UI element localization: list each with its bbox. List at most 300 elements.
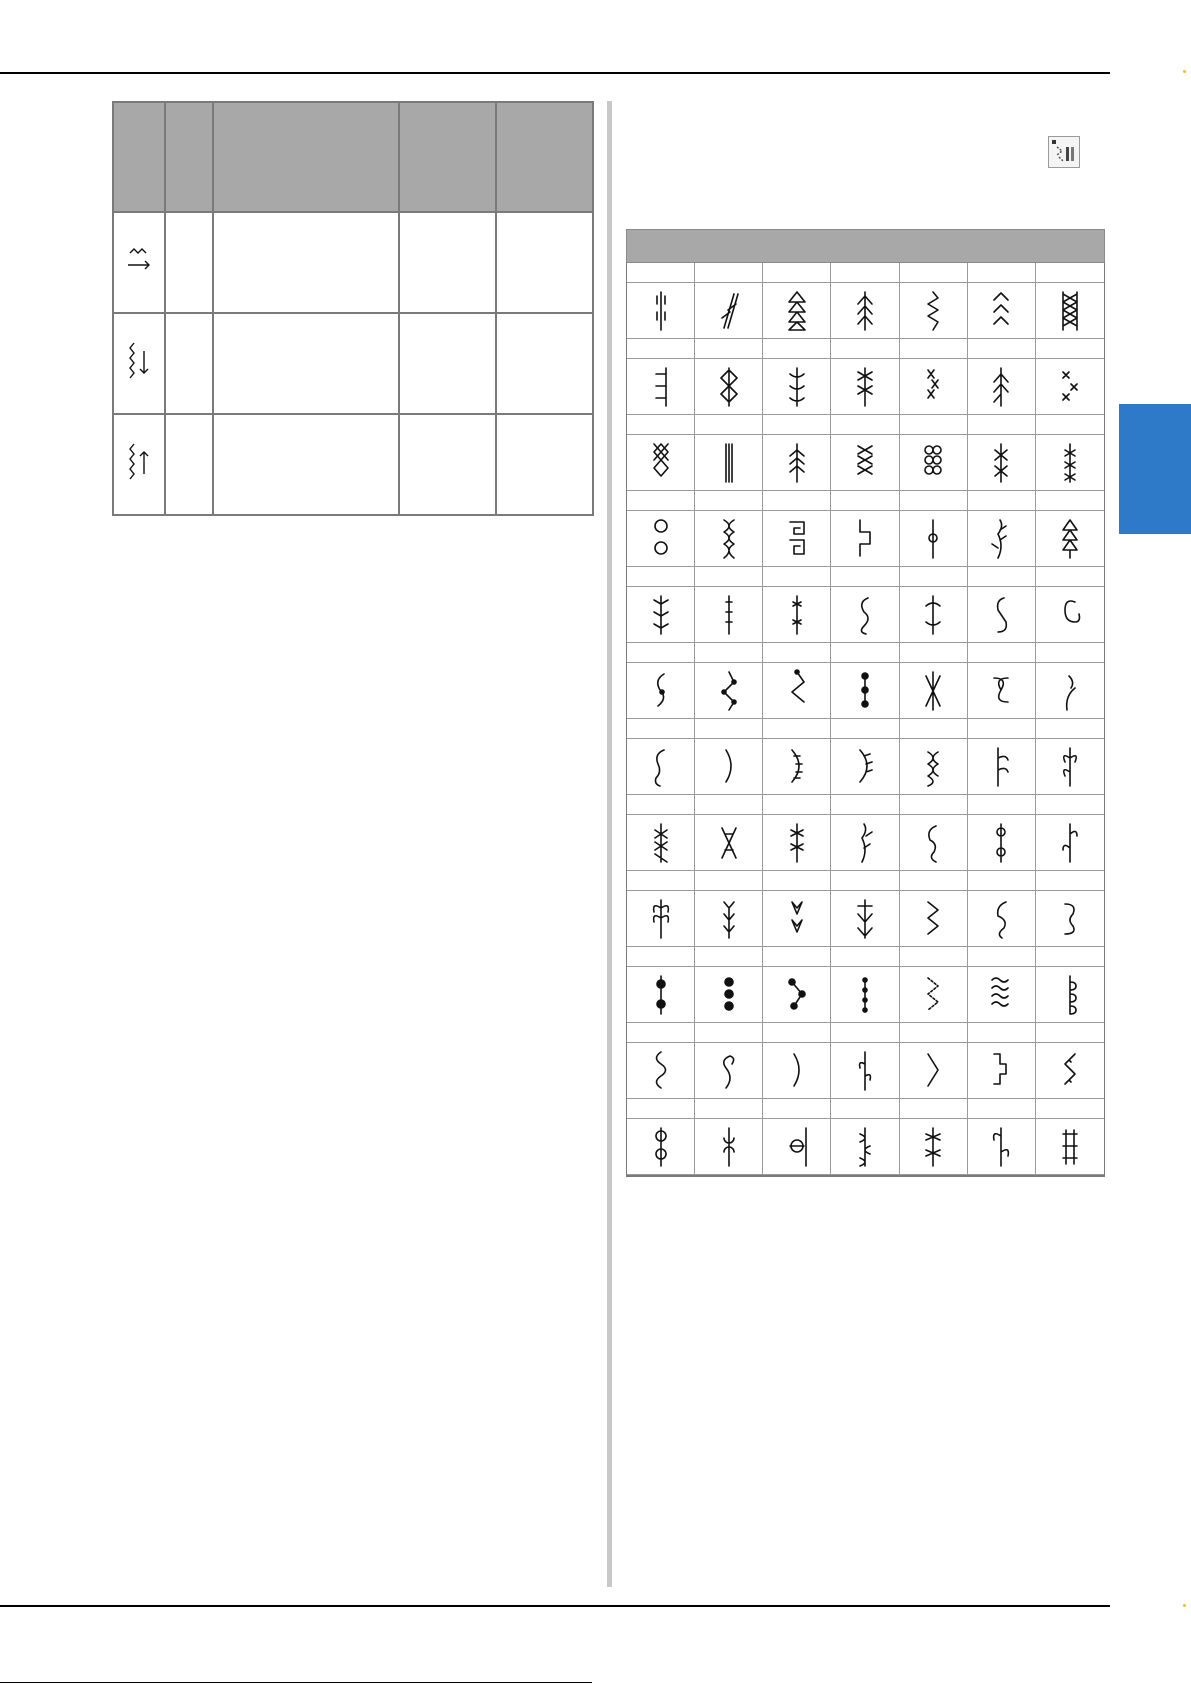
star-column-icon	[986, 440, 1016, 486]
header-cell	[399, 102, 496, 212]
stitch-pattern-cell[interactable]	[968, 891, 1036, 947]
grid-header	[626, 229, 1105, 263]
stitch-pattern-cell[interactable]	[627, 739, 695, 795]
stitch-pattern-grid	[626, 229, 1105, 1177]
stitch-pattern-cell[interactable]	[900, 891, 968, 947]
stitch-pattern-cell[interactable]	[763, 587, 831, 643]
cross-flower-icon	[782, 820, 812, 866]
grid-label-cell	[1036, 339, 1104, 359]
grid-label-row	[627, 567, 1104, 587]
grid-label-cell	[831, 1099, 899, 1119]
grid-label-row	[627, 491, 1104, 511]
grid-label-cell	[763, 415, 831, 435]
grid-label-cell	[1036, 491, 1104, 511]
double-chevron-icon	[918, 896, 948, 942]
table-cell	[213, 414, 399, 515]
grid-label-cell	[1036, 263, 1104, 283]
stitch-pattern-cell[interactable]	[968, 435, 1036, 491]
grid-label-cell	[763, 1099, 831, 1119]
stitch-pattern-cell[interactable]	[763, 739, 831, 795]
stitch-pattern-cell[interactable]	[831, 1119, 899, 1175]
header-cell	[165, 102, 213, 212]
leaf-stem-icon	[986, 744, 1016, 790]
stitch-pattern-cell[interactable]	[831, 967, 899, 1023]
grid-label-cell	[763, 795, 831, 815]
stitch-pattern-cell[interactable]	[900, 967, 968, 1023]
stitch-pattern-cell[interactable]	[831, 739, 899, 795]
grid-label-cell	[831, 491, 899, 511]
decorative-stitch-mode-icon	[1049, 137, 1079, 167]
grid-label-cell	[900, 947, 968, 967]
stitch-pattern-cell[interactable]	[627, 587, 695, 643]
stitch-pattern-cell[interactable]	[695, 891, 763, 947]
table-cell	[496, 313, 593, 414]
stitch-pattern-cell[interactable]	[831, 815, 899, 871]
grid-label-cell	[627, 339, 695, 359]
star-thread-icon	[782, 592, 812, 638]
grid-label-cell	[695, 339, 763, 359]
wave-fill-icon	[986, 972, 1016, 1018]
chevron-stack-icon	[986, 288, 1016, 334]
ornament-bead-icon	[986, 820, 1016, 866]
flower-cluster-icon	[714, 1124, 744, 1170]
grid-label-cell	[763, 871, 831, 891]
grid-label-cell	[695, 263, 763, 283]
grid-label-cell	[831, 643, 899, 663]
stitch-pattern-cell[interactable]	[763, 815, 831, 871]
stitch-pattern-cell[interactable]	[900, 1119, 968, 1175]
bead-drop-icon	[918, 516, 948, 562]
loop-curl-icon	[646, 744, 676, 790]
flower-diamond-icon	[714, 820, 744, 866]
grid-label-cell	[968, 795, 1036, 815]
stitch-pattern-cell[interactable]	[763, 1043, 831, 1099]
stitch-pattern-cell[interactable]	[831, 891, 899, 947]
table-row	[113, 212, 593, 313]
stitch-pattern-cell[interactable]	[627, 1043, 695, 1099]
stitch-pattern-cell[interactable]	[627, 359, 695, 415]
bottom-rule	[0, 1605, 1110, 1607]
stitch-pattern-cell[interactable]	[968, 663, 1036, 719]
grid-label-cell	[695, 795, 763, 815]
triple-cross-icon	[918, 364, 948, 410]
lotus-icon	[646, 896, 676, 942]
table-cell	[399, 313, 496, 414]
blossom-row-icon	[1055, 1124, 1085, 1170]
wheat-ear-icon	[782, 440, 812, 486]
stitch-pattern-cell[interactable]	[900, 359, 968, 415]
grid-pattern-row	[627, 1119, 1104, 1175]
staircase-icon	[986, 1048, 1016, 1094]
stitch-pattern-cell[interactable]	[968, 359, 1036, 415]
grid-label-row	[627, 795, 1104, 815]
grid-pattern-row	[627, 511, 1104, 567]
stitch-pattern-cell[interactable]	[900, 815, 968, 871]
dotted-zigzag-icon	[714, 668, 744, 714]
grid-label-cell	[900, 795, 968, 815]
smock-cross-icon	[850, 440, 880, 486]
double-diamond-icon	[714, 896, 744, 942]
grid-label-row	[627, 263, 1104, 283]
stitch-pattern-cell[interactable]	[695, 511, 763, 567]
stitch-pattern-cell[interactable]	[831, 435, 899, 491]
decorative-stitch-mode-button[interactable]	[1048, 136, 1080, 168]
grid-label-row	[627, 719, 1104, 739]
chapter-tab[interactable]	[1119, 404, 1191, 534]
stitch-pattern-cell[interactable]	[900, 511, 968, 567]
corner-mark	[1183, 70, 1186, 73]
grid-label-cell	[900, 567, 968, 587]
bold-s-icon	[986, 896, 1016, 942]
grid-label-cell	[831, 947, 899, 967]
stitch-pattern-cell[interactable]	[627, 891, 695, 947]
comb-arc-icon	[782, 744, 812, 790]
grid-label-cell	[695, 491, 763, 511]
simple-zigzag-icon	[918, 1048, 948, 1094]
stitch-pattern-cell[interactable]	[695, 587, 763, 643]
icon-cell	[113, 313, 165, 414]
stitch-pattern-cell[interactable]	[968, 739, 1036, 795]
grid-pattern-row	[627, 739, 1104, 795]
grid-pattern-row	[627, 587, 1104, 643]
stitch-pattern-cell[interactable]	[831, 283, 899, 339]
stitch-pattern-cell[interactable]	[968, 511, 1036, 567]
bead-zigzag-icon	[782, 668, 812, 714]
top-rule	[0, 72, 1110, 74]
stitch-pattern-cell[interactable]	[968, 587, 1036, 643]
stitch-pattern-cell[interactable]	[695, 435, 763, 491]
stitch-pattern-cell[interactable]	[900, 663, 968, 719]
stitch-pattern-cell[interactable]	[900, 739, 968, 795]
grid-label-row	[627, 1023, 1104, 1043]
grid-label-cell	[627, 1023, 695, 1043]
grid-label-cell	[968, 263, 1036, 283]
bow-knot-icon	[986, 668, 1016, 714]
stitch-pattern-cell[interactable]	[627, 663, 695, 719]
table-cell	[399, 212, 496, 313]
grid-pattern-row	[627, 1043, 1104, 1099]
grid-label-cell	[900, 491, 968, 511]
grid-label-cell	[763, 339, 831, 359]
stitch-pattern-cell[interactable]	[695, 967, 763, 1023]
column-divider	[607, 101, 612, 1587]
grid-label-cell	[900, 263, 968, 283]
grid-label-row	[627, 415, 1104, 435]
stitch-pattern-cell[interactable]	[1036, 511, 1104, 567]
stitch-pattern-cell[interactable]	[627, 435, 695, 491]
fishbone-arc-icon	[850, 744, 880, 790]
grid-label-cell	[900, 871, 968, 891]
grid-label-cell	[1036, 1099, 1104, 1119]
parallel-bar-icon	[714, 440, 744, 486]
stitch-pattern-cell[interactable]	[831, 359, 899, 415]
grid-label-row	[627, 947, 1104, 967]
grid-label-cell	[627, 795, 695, 815]
double-curl-icon	[1055, 896, 1085, 942]
swirl-flower-icon	[646, 516, 676, 562]
grid-pattern-row	[627, 891, 1104, 947]
grid-label-cell	[1036, 415, 1104, 435]
grid-label-cell	[831, 263, 899, 283]
arrow-fan-icon	[850, 896, 880, 942]
grid-label-cell	[695, 1023, 763, 1043]
small-star-column-icon	[714, 592, 744, 638]
lattice-loop-icon	[646, 440, 676, 486]
stitch-pattern-cell[interactable]	[831, 511, 899, 567]
grid-label-cell	[831, 339, 899, 359]
corner-mark	[1183, 1604, 1186, 1607]
stitch-pattern-cell[interactable]	[831, 1043, 899, 1099]
diamond-zigzag-icon	[1055, 1048, 1085, 1094]
stitch-pattern-cell[interactable]	[900, 283, 968, 339]
table-row	[113, 414, 593, 515]
star-leaf-icon	[850, 364, 880, 410]
grid-pattern-row	[627, 967, 1104, 1023]
stitch-pattern-cell[interactable]	[695, 359, 763, 415]
chain-link-icon	[714, 516, 744, 562]
spiral-s-icon	[986, 592, 1016, 638]
ornament-cross-icon	[918, 592, 948, 638]
stitch-pattern-cell[interactable]	[968, 967, 1036, 1023]
grid-label-cell	[695, 643, 763, 663]
grid-label-cell	[627, 719, 695, 739]
grid-label-cell	[968, 567, 1036, 587]
header-cell	[496, 102, 593, 212]
stitch-pattern-cell[interactable]	[627, 283, 695, 339]
stitch-pattern-cell[interactable]	[1036, 587, 1104, 643]
grid-label-cell	[763, 491, 831, 511]
grid-label-cell	[831, 567, 899, 587]
grid-label-cell	[763, 643, 831, 663]
star-chevron-icon	[646, 820, 676, 866]
stitch-pattern-cell[interactable]	[763, 359, 831, 415]
stitch-settings-table	[112, 101, 594, 516]
stitch-pattern-cell[interactable]	[831, 587, 899, 643]
grid-label-row	[627, 643, 1104, 663]
stitch-pattern-cell[interactable]	[763, 435, 831, 491]
leaf-spray-icon	[646, 592, 676, 638]
bow-tie-icon	[918, 668, 948, 714]
grid-label-cell	[1036, 871, 1104, 891]
grid-body	[626, 263, 1105, 1177]
scatter-star-icon	[1055, 364, 1085, 410]
curl-icon	[1055, 592, 1085, 638]
stitch-pattern-cell[interactable]	[900, 587, 968, 643]
stitch-pattern-cell[interactable]	[763, 967, 831, 1023]
zigzag-up-arrow-icon	[124, 440, 154, 484]
square-link-icon	[850, 516, 880, 562]
icon-cell	[113, 414, 165, 515]
table-cell	[496, 212, 593, 313]
grid-label-cell	[968, 871, 1036, 891]
stitch-pattern-cell[interactable]	[1036, 435, 1104, 491]
stitch-pattern-cell[interactable]	[1036, 663, 1104, 719]
leaf-twist-icon	[850, 820, 880, 866]
slant-bar-stitch-icon	[714, 288, 744, 334]
grid-label-cell	[1036, 1023, 1104, 1043]
grid-label-cell	[627, 263, 695, 283]
stitch-pattern-cell[interactable]	[968, 283, 1036, 339]
grid-label-cell	[831, 871, 899, 891]
grid-label-cell	[627, 1099, 695, 1119]
grid-label-cell	[627, 871, 695, 891]
stitch-pattern-cell[interactable]	[695, 283, 763, 339]
triple-sunburst-icon	[714, 972, 744, 1018]
zigzag-right-arrow-icon	[124, 243, 154, 277]
step-zigzag-icon	[918, 972, 948, 1018]
stitch-pattern-cell[interactable]	[1036, 815, 1104, 871]
greek-key-icon	[782, 516, 812, 562]
triangle-stack-icon	[782, 288, 812, 334]
table-cell	[213, 313, 399, 414]
loop-dot-icon	[646, 668, 676, 714]
wave-loop-icon	[646, 1048, 676, 1094]
grid-pattern-row	[627, 663, 1104, 719]
stitch-pattern-cell[interactable]	[900, 435, 968, 491]
sprout-icon	[1055, 668, 1085, 714]
stitch-pattern-cell[interactable]	[763, 283, 831, 339]
grid-label-cell	[627, 567, 695, 587]
grid-label-cell	[968, 719, 1036, 739]
grid-label-cell	[763, 947, 831, 967]
grid-label-cell	[763, 1023, 831, 1043]
stitch-pattern-cell[interactable]	[1036, 891, 1104, 947]
grid-label-cell	[695, 1099, 763, 1119]
triple-bead-icon	[850, 668, 880, 714]
single-arc-icon	[782, 1048, 812, 1094]
heart-stem-icon	[1055, 744, 1085, 790]
grid-pattern-row	[627, 435, 1104, 491]
stitch-pattern-cell[interactable]	[763, 663, 831, 719]
grid-label-cell	[627, 643, 695, 663]
rose-vine-icon	[918, 1124, 948, 1170]
table-row	[113, 313, 593, 414]
s-curve-icon	[850, 592, 880, 638]
grid-label-cell	[968, 643, 1036, 663]
comb-stitch-icon	[646, 364, 676, 410]
grid-label-cell	[695, 415, 763, 435]
spiral-hook-icon	[714, 1048, 744, 1094]
stitch-pattern-cell[interactable]	[627, 511, 695, 567]
stitch-pattern-cell[interactable]	[627, 967, 695, 1023]
sunburst-stem-icon	[646, 972, 676, 1018]
grid-label-cell	[968, 1099, 1036, 1119]
icon-cell	[113, 212, 165, 313]
rose-cluster-icon	[646, 1124, 676, 1170]
floral-border-icon	[850, 1124, 880, 1170]
grid-label-cell	[695, 947, 763, 967]
honeycomb-icon	[918, 440, 948, 486]
stitch-pattern-cell[interactable]	[968, 815, 1036, 871]
grid-label-cell	[900, 719, 968, 739]
bead-column-icon	[850, 972, 880, 1018]
grid-label-cell	[968, 339, 1036, 359]
grid-pattern-row	[627, 815, 1104, 871]
grid-label-row	[627, 871, 1104, 891]
grid-label-cell	[763, 567, 831, 587]
grid-pattern-row	[627, 283, 1104, 339]
stitch-pattern-cell[interactable]	[763, 1119, 831, 1175]
table-cell	[165, 414, 213, 515]
grid-label-cell	[627, 947, 695, 967]
grid-label-cell	[900, 1099, 968, 1119]
grid-label-cell	[1036, 795, 1104, 815]
stitch-pattern-cell[interactable]	[831, 663, 899, 719]
table-cell	[496, 414, 593, 515]
grid-label-cell	[627, 491, 695, 511]
stitch-pattern-cell[interactable]	[1036, 359, 1104, 415]
circle-loop-icon	[782, 1124, 812, 1170]
grid-label-cell	[831, 719, 899, 739]
stitch-pattern-cell[interactable]	[695, 1043, 763, 1099]
header-cell	[113, 102, 165, 212]
stitch-pattern-cell[interactable]	[1036, 1043, 1104, 1099]
grid-label-cell	[1036, 567, 1104, 587]
arrow-feather-icon	[850, 288, 880, 334]
grid-label-cell	[968, 1023, 1036, 1043]
stitch-pattern-cell[interactable]	[763, 891, 831, 947]
diamond-chain-icon	[714, 364, 744, 410]
grid-label-row	[627, 1099, 1104, 1119]
grid-label-cell	[831, 415, 899, 435]
stitch-pattern-cell[interactable]	[1036, 967, 1104, 1023]
grid-label-cell	[763, 719, 831, 739]
stitch-pattern-cell[interactable]	[627, 815, 695, 871]
stitch-pattern-cell[interactable]	[695, 663, 763, 719]
grid-label-cell	[968, 415, 1036, 435]
pine-tree-icon	[1055, 516, 1085, 562]
grid-label-cell	[831, 795, 899, 815]
grid-label-cell	[627, 415, 695, 435]
stitch-pattern-cell[interactable]	[763, 511, 831, 567]
grid-label-cell	[695, 719, 763, 739]
zigzag-point-icon	[918, 288, 948, 334]
vine-leaf-icon	[986, 516, 1016, 562]
stitch-pattern-cell[interactable]	[695, 739, 763, 795]
grid-label-cell	[900, 415, 968, 435]
leaf-cluster-icon	[986, 1124, 1016, 1170]
grid-label-row	[627, 339, 1104, 359]
stitch-pattern-cell[interactable]	[695, 1119, 763, 1175]
stitch-pattern-cell[interactable]	[627, 1119, 695, 1175]
stitch-pattern-cell[interactable]	[1036, 739, 1104, 795]
stitch-pattern-cell[interactable]	[1036, 283, 1104, 339]
zigzag-down-arrow-icon	[124, 339, 154, 383]
grid-label-cell	[900, 339, 968, 359]
grid-label-cell	[900, 643, 968, 663]
twist-rope-icon	[918, 744, 948, 790]
grid-label-cell	[1036, 947, 1104, 967]
table-cell	[213, 212, 399, 313]
grid-label-cell	[900, 1023, 968, 1043]
stitch-pattern-cell[interactable]	[1036, 1119, 1104, 1175]
dashed-stitch-icon	[646, 288, 676, 334]
cross-braid-icon	[1055, 288, 1085, 334]
wave-curl-icon	[918, 820, 948, 866]
scatter-burst-icon	[782, 972, 812, 1018]
snowflake-column-icon	[1055, 440, 1085, 486]
stitch-pattern-cell[interactable]	[900, 1043, 968, 1099]
table-header-row	[113, 102, 593, 212]
stitch-pattern-cell[interactable]	[968, 1119, 1036, 1175]
scallop-leaf-icon	[782, 364, 812, 410]
stitch-pattern-cell[interactable]	[968, 1043, 1036, 1099]
grid-label-cell	[695, 567, 763, 587]
leaf-bud-icon	[1055, 820, 1085, 866]
table-cell	[399, 414, 496, 515]
stitch-pattern-cell[interactable]	[695, 815, 763, 871]
grid-label-cell	[1036, 643, 1104, 663]
